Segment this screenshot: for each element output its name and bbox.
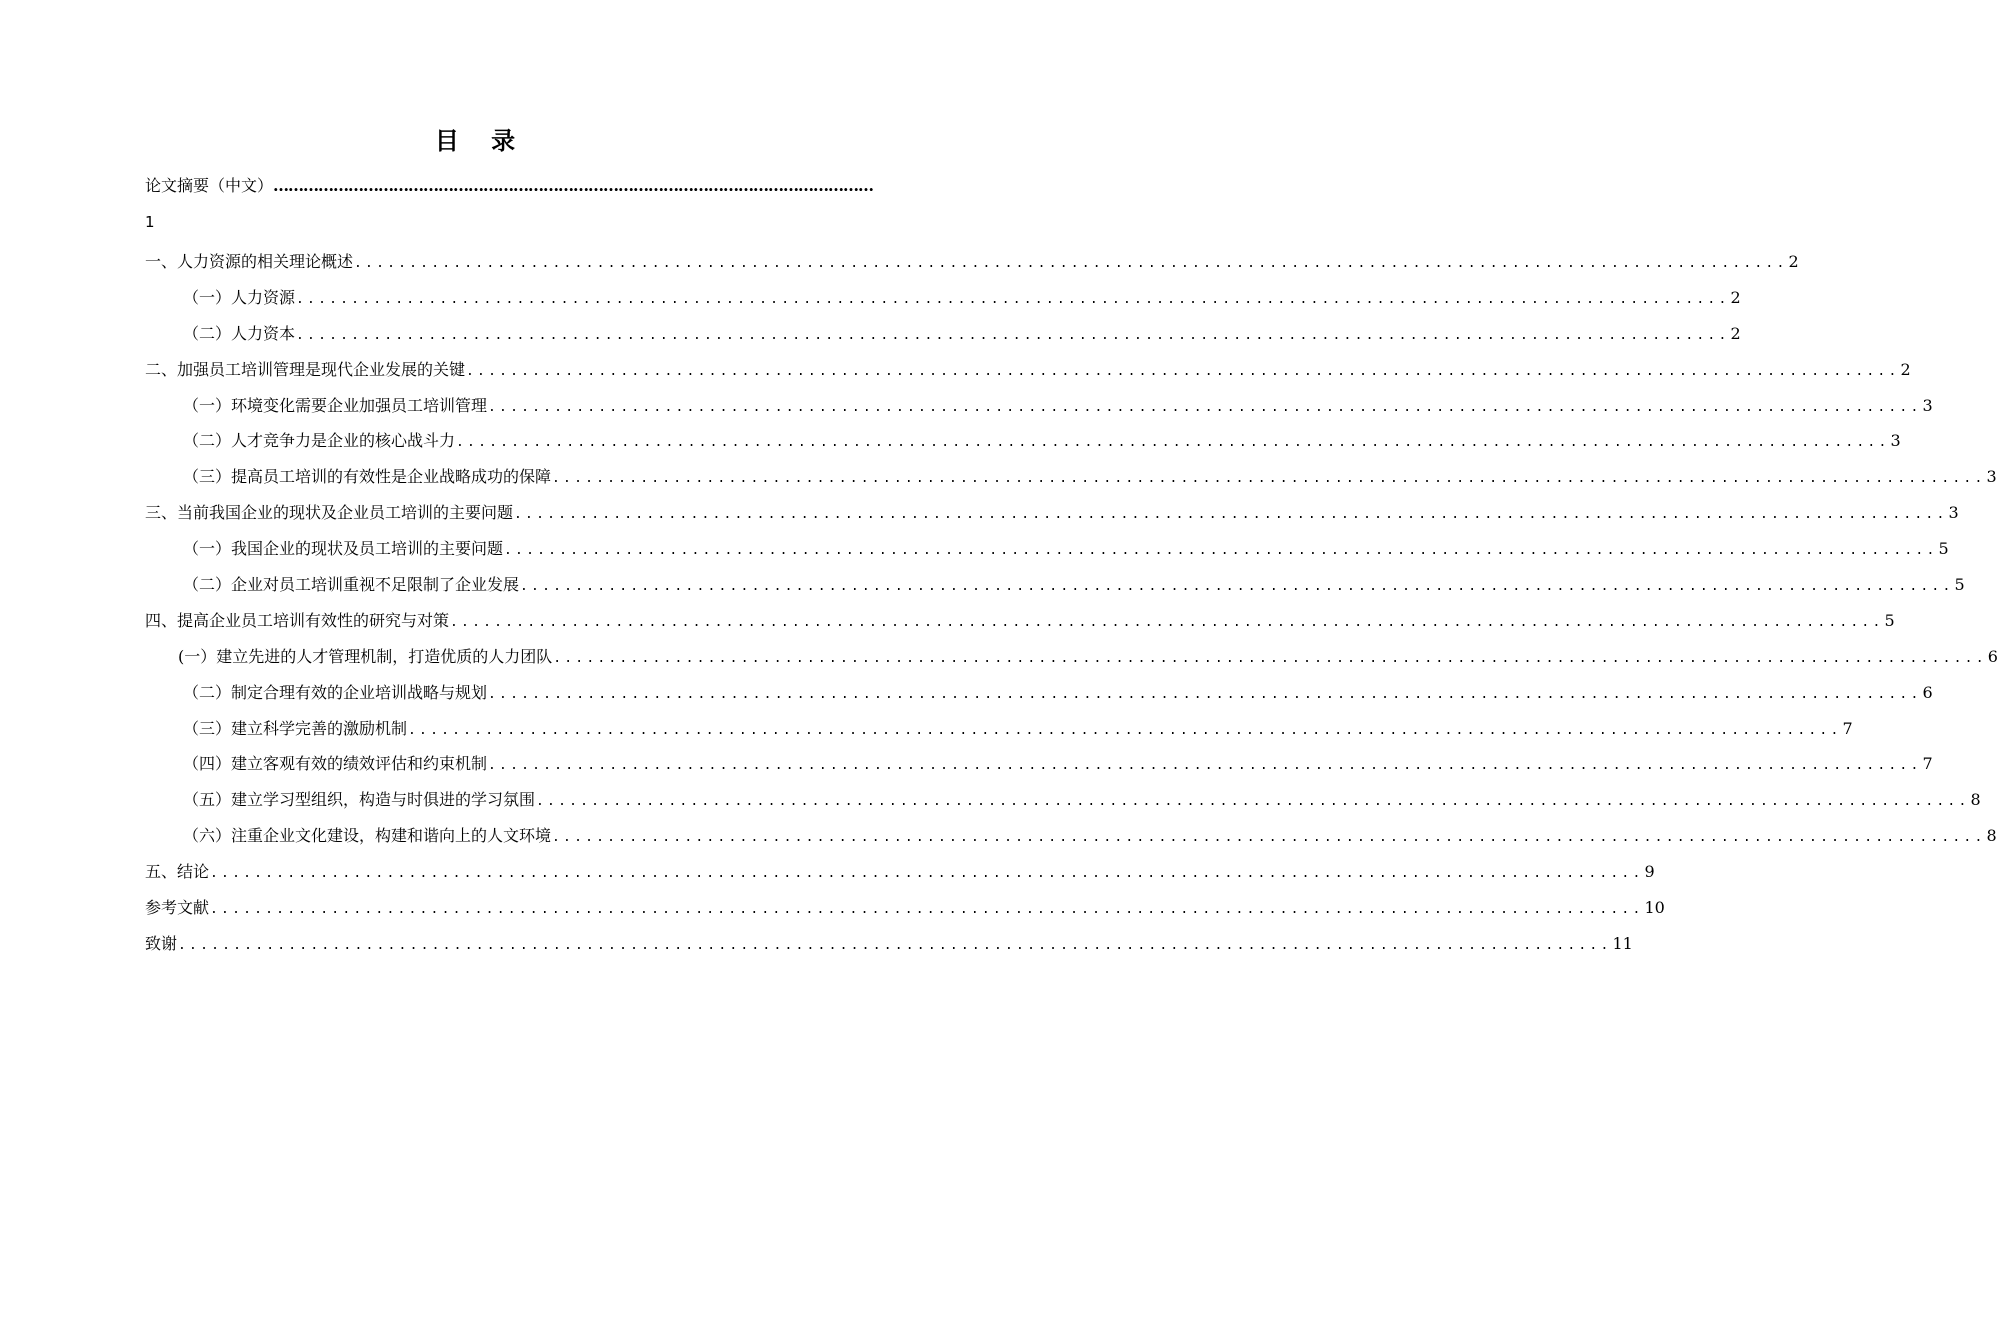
- toc-entry-page-number: 1: [145, 213, 155, 231]
- toc-leader: ..................................................................................................................................: [296, 327, 1730, 343]
- toc-entry-page-number: 10: [1644, 898, 1665, 918]
- toc-leader: ..................................................................................................................................: [488, 758, 1922, 774]
- toc-entry-label: 一、人力资源的相关理论概述: [145, 252, 354, 271]
- toc-entry-section-2-1[interactable]: [145, 392, 1933, 428]
- toc-leader: ..................................................................................................................................: [408, 722, 1842, 738]
- toc-entry-chapter-4[interactable]: [145, 607, 1895, 643]
- toc-list: [145, 248, 1998, 966]
- toc-title: 目 录: [434, 127, 528, 155]
- toc-leader: ..................................................................................................................................: [552, 471, 1986, 487]
- toc-entry-chapter-3[interactable]: [145, 499, 1959, 535]
- toc-leader: ..................................................................................................................................: [354, 256, 1788, 271]
- toc-leader: ..................................................................................................................................: [296, 291, 1730, 307]
- toc-entry-section-3-2[interactable]: [145, 571, 1965, 607]
- toc-entry-chapter-1[interactable]: [145, 248, 1799, 284]
- toc-leader: ..................................................................................................................................: [210, 902, 1644, 918]
- toc-leader: ..................................................................................................................................: [178, 937, 1612, 953]
- toc-entry-label: 三、当前我国企业的现状及企业员工培训的主要问题: [145, 503, 514, 523]
- toc-entry-label: （六）注重企业文化建设，构建和谐向上的人文环境: [183, 826, 552, 846]
- toc-leader: ..................................................................................................................................: [552, 830, 1986, 846]
- toc-leader: ..................................................................................................................................: [514, 507, 1948, 523]
- toc-entry-page-number: 7: [1842, 718, 1853, 738]
- toc-leader: ..................................................................................................................................: [520, 579, 1954, 595]
- toc-leader: ..................................................................................................................................: [466, 363, 1900, 379]
- toc-entry-label: 参考文献: [145, 898, 210, 918]
- toc-entry-page-number: 6: [1922, 682, 1933, 702]
- toc-entry-page-number: 3: [1890, 431, 1901, 451]
- toc-entry-chapter-2[interactable]: [145, 356, 1911, 392]
- toc-leader: ..................................................................................................................................: [504, 543, 1938, 559]
- toc-entry-label: （二）企业对员工培训重视不足限制了企业发展: [183, 575, 520, 595]
- toc-entry-acknowledgements[interactable]: [145, 930, 1633, 966]
- toc-entry-page-number: 3: [1948, 503, 1959, 523]
- toc-entry-label: （三）提高员工培训的有效性是企业战略成功的保障: [183, 467, 552, 487]
- toc-entry-page-number: 5: [1938, 539, 1949, 559]
- toc-entry-label: （三）建立科学完善的激励机制: [183, 718, 408, 738]
- toc-entry-page-number: 8: [1986, 826, 1997, 846]
- toc-entry-section-2-3[interactable]: [145, 463, 1997, 499]
- toc-leader: ..................................................................................................................................: [553, 650, 1987, 666]
- toc-entry-label: 论文摘要（中文）: [145, 176, 274, 195]
- toc-entry-section-2-2[interactable]: [145, 427, 1901, 463]
- toc-entry-page-number: 9: [1644, 862, 1655, 882]
- toc-entry-label: （一）环境变化需要企业加强员工培训管理: [183, 395, 488, 415]
- toc-leader: ..................................................................................................................................: [210, 866, 1644, 882]
- toc-entry-chapter-5[interactable]: [145, 858, 1655, 894]
- toc-entry-page-number: 11: [1612, 933, 1633, 953]
- toc-entry-label: （一）我国企业的现状及员工培训的主要问题: [183, 539, 504, 559]
- toc-leader: ..................................................................................................................................: [536, 794, 1970, 810]
- toc-entry-section-1-2[interactable]: [145, 320, 1741, 356]
- toc-leader: ..................................................................................................................................: [450, 614, 1884, 630]
- toc-entry-page-number: 2: [1788, 252, 1799, 271]
- toc-leader: …………………………………………………………………………………………………………: [273, 176, 874, 195]
- toc-entry-page-number: 5: [1884, 610, 1895, 630]
- toc-entry-label: (一）建立先进的人才管理机制，打造优质的人力团队: [178, 646, 553, 666]
- toc-entry-label: 四、提高企业员工培训有效性的研究与对策: [145, 610, 450, 630]
- toc-entry-page-number: 3: [1922, 395, 1933, 415]
- toc-entry-section-4-3[interactable]: [145, 715, 1853, 751]
- toc-entry-page-number: 7: [1922, 754, 1933, 774]
- toc-entry-label: 二、加强员工培训管理是现代企业发展的关键: [145, 359, 466, 379]
- toc-entry-section-3-1[interactable]: [145, 535, 1949, 571]
- toc-entry-label: （二）人才竞争力是企业的核心战斗力: [183, 431, 456, 451]
- toc-entry-page-number: 2: [1900, 359, 1911, 379]
- toc-entry-references[interactable]: [145, 894, 1665, 930]
- toc-leader: ..................................................................................................................................: [456, 435, 1890, 451]
- toc-entry-abstract[interactable]: [145, 172, 874, 200]
- toc-leader: ..................................................................................................................................: [488, 399, 1922, 415]
- toc-entry-label: （二）人力资本: [183, 323, 296, 343]
- toc-entry-label: （四）建立客观有效的绩效评估和约束机制: [183, 754, 488, 774]
- toc-entry-page-number: 2: [1730, 323, 1741, 343]
- toc-entry-label: 致谢: [145, 933, 178, 953]
- toc-entry-page-number: 6: [1987, 646, 1998, 666]
- toc-entry-page-number: 3: [1986, 467, 1997, 487]
- toc-entry-page-number: 2: [1730, 287, 1741, 307]
- toc-entry-label: （一）人力资源: [183, 287, 296, 307]
- toc-entry-label: （二）制定合理有效的企业培训战略与规划: [183, 682, 488, 702]
- toc-entry-label: （五）建立学习型组织，构造与时俱进的学习氛围: [183, 790, 536, 810]
- toc-entry-page-number: 5: [1954, 575, 1965, 595]
- toc-entry-section-4-5[interactable]: [145, 786, 1981, 822]
- toc-entry-label: 五、结论: [145, 862, 210, 882]
- toc-entry-section-4-4[interactable]: [145, 750, 1933, 786]
- toc-leader: ..................................................................................................................................: [488, 686, 1922, 702]
- toc-entry-section-4-1[interactable]: [145, 643, 1998, 679]
- toc-entry-section-4-6[interactable]: [145, 822, 1997, 858]
- toc-entry-page-number: 8: [1970, 790, 1981, 810]
- toc-entry-section-4-2[interactable]: [145, 679, 1933, 715]
- toc-entry-section-1-1[interactable]: [145, 284, 1741, 320]
